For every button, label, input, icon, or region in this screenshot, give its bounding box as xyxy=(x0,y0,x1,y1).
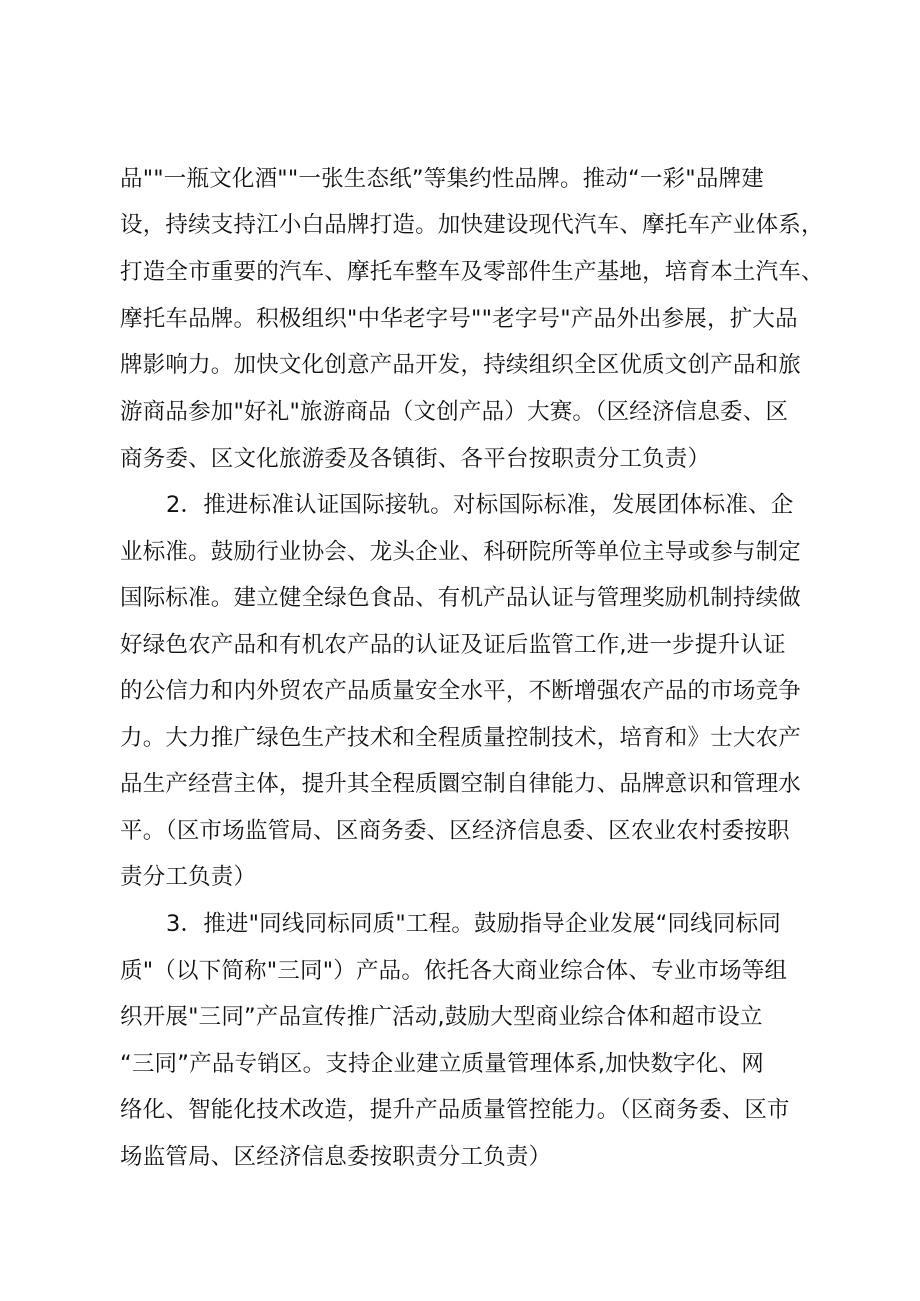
paragraph-2-line-9: 责分工负责） xyxy=(120,864,257,890)
paragraph-2-line-4: 好绿色农产品和有机农产品的认证及证后监管工作,进一步提升认证 xyxy=(120,632,786,658)
paragraph-1-line-7: 商务委、区文化旅游委及各镇街、各平台按职责分工负责） xyxy=(120,446,711,472)
paragraph-2-line-6: 力。大力推广绿色生产技术和全程质量控制技术，培育和》士大农产 xyxy=(120,725,802,751)
paragraph-3-line-3: 织开展"三同”产品宣传推广活动,鼓励大型商业综合体和超市设立 xyxy=(120,1004,763,1030)
paragraph-2-line-5: 的公信力和内外贸农产品质量安全水平，不断增强农产品的市场竞争 xyxy=(120,678,802,704)
paragraph-3-line-2: 质"（以下简称"三同"）产品。依托各大商业综合体、专业市场等组 xyxy=(120,958,788,984)
paragraph-2-line-1: 2．推进标准认证国际接轨。对标国际标准，发展团体标准、企 xyxy=(166,492,794,518)
paragraph-3-line-4: “三同”产品专销区。支持企业建立质量管理体系,加快数字化、网 xyxy=(120,1051,764,1077)
paragraph-2-line-3: 国际标准。建立健全绿色食品、有机产品认证与管理奖励机制持续做 xyxy=(120,585,802,611)
paragraph-2-line-7: 品生产经营主体，提升其全程质圜空制自律能力、品牌意识和管理水 xyxy=(120,771,802,797)
paragraph-1-line-3: 打造全市重要的汽车、摩托车整车及零部件生产基地，培育本土汽车、 xyxy=(120,259,824,285)
paragraph-2-line-2: 业标准。鼓励行业协会、龙头企业、科研院所等单位主导或参与制定 xyxy=(120,539,802,565)
paragraph-2-line-8: 平。（区市场监管局、区商务委、区经济信息委、区农业农村委按职 xyxy=(120,818,790,844)
paragraph-3-line-6: 场监管局、区经济信息委按职责分工负责） xyxy=(120,1144,552,1170)
paragraph-1-line-6: 游商品参加"好礼"旅游商品（文创产品）大赛。（区经济信息委、区 xyxy=(120,399,789,425)
paragraph-1-line-2: 设，持续支持江小白品牌打造。加快建设现代汽车、摩托车产业体系， xyxy=(120,212,824,238)
paragraph-3-line-1: 3．推进"同线同标同质"工程。鼓励指导企业发展“同线同标同 xyxy=(166,911,781,937)
paragraph-1-line-4: 摩托车品牌。积极组织"中华老字号""老字号"产品外出参展，扩大品 xyxy=(120,306,798,332)
paragraph-1-line-5: 牌影响力。加快文化创意产品开发，持续组织全区优质文创产品和旅 xyxy=(120,352,802,378)
paragraph-3-line-5: 络化、智能化技术改造，提升产品质量管控能力。（区商务委、区市 xyxy=(120,1097,790,1123)
paragraph-1-line-1: 品""一瓶文化酒""一张生态纸”等集约性品牌。推动“一彩"品牌建 xyxy=(120,166,764,192)
